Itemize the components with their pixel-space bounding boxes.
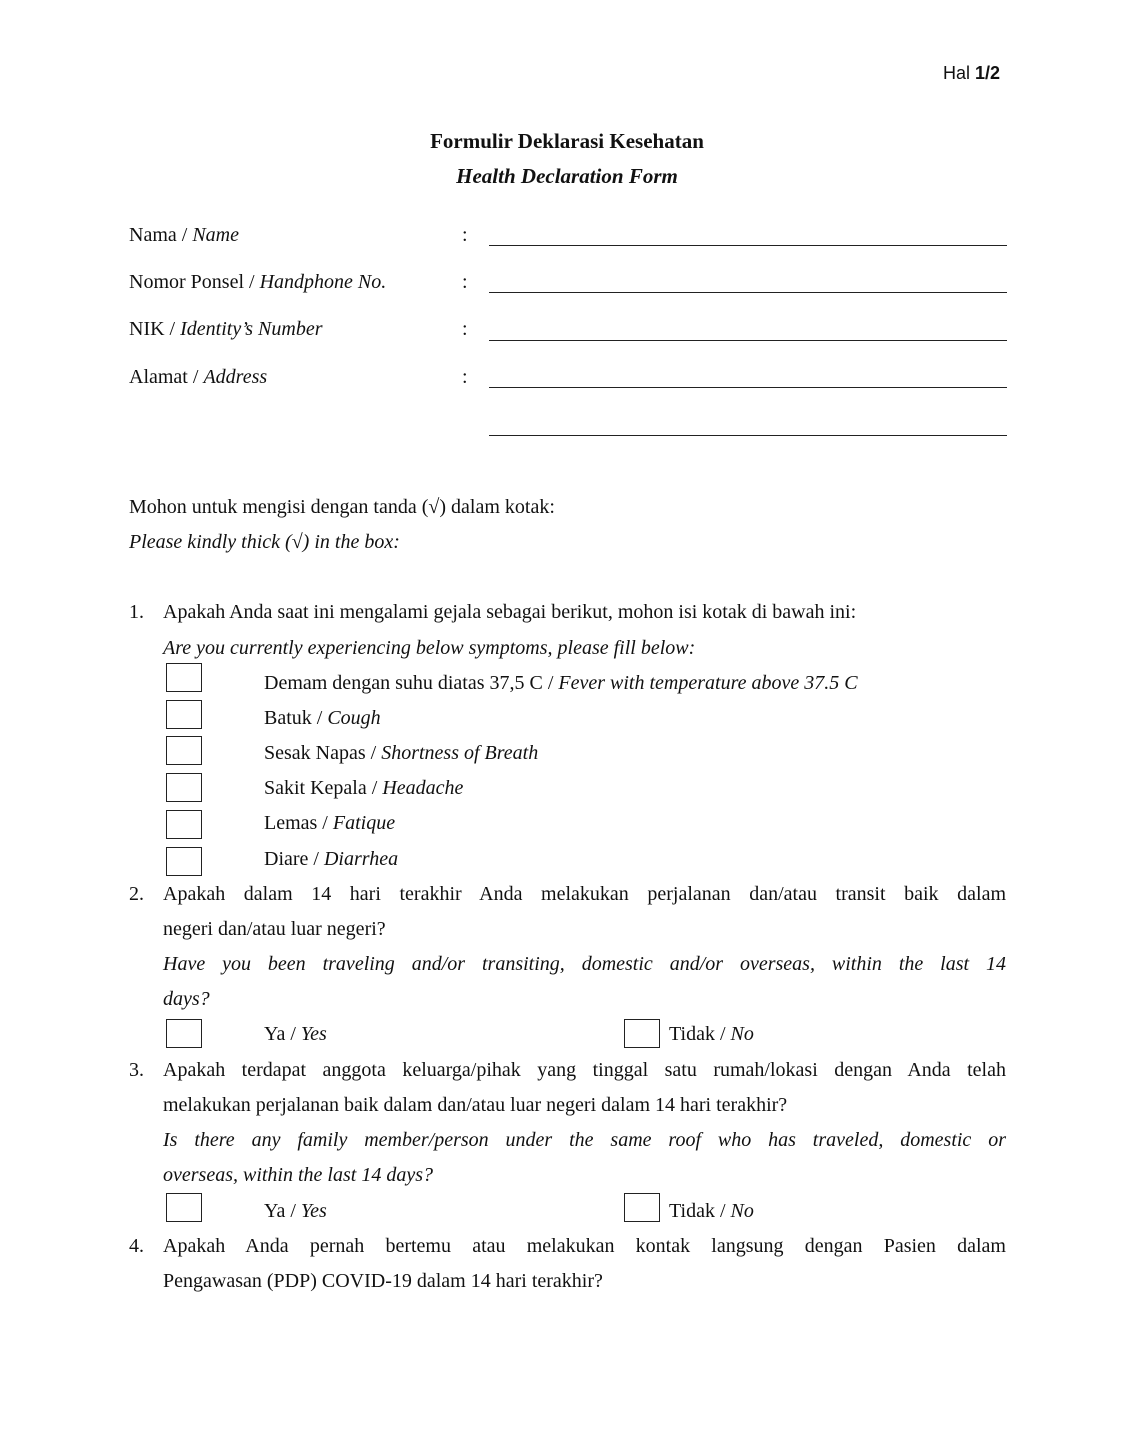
symptom-id: Sesak Napas / [264,742,382,764]
option-en: Yes [300,1023,327,1045]
option-id: Ya / [264,1023,301,1045]
form-title: Formulir Deklarasi Kesehatan [430,129,704,153]
q1-text-en: Are you currently experiencing below symptoms, please fill below: [163,637,696,659]
address-input-line-1[interactable] [489,387,1007,388]
symptom-en: Shortness of Breath [381,742,539,764]
label-en: Identity’s Number [180,318,323,340]
symptom-diarrhea [264,848,398,871]
symptom-en: Cough [327,707,381,729]
field-colon: : [462,271,468,293]
symptom-en: Headache [382,777,464,799]
checkbox-fever[interactable] [166,663,202,692]
symptom-shortness-of-breath [264,742,538,765]
checkbox-diarrhea[interactable] [166,847,202,876]
page-number-prefix: Hal [943,63,976,83]
q3-yes-checkbox[interactable] [166,1193,202,1222]
checkbox-cough[interactable] [166,700,202,729]
option-id: Ya / [264,1200,301,1222]
q2-no-label [669,1023,754,1046]
name-input-line[interactable] [489,245,1007,246]
field-address-label [129,366,267,389]
q4-text-line-1: Apakah Anda pernah bertemu atau melakukan kontak langsung dengan Pasien dalam [163,1235,1006,1257]
symptom-headache [264,777,463,800]
field-colon: : [462,318,468,340]
nik-input-line[interactable] [489,340,1007,341]
page-number [943,63,1000,84]
q3-number: 3. [129,1059,144,1081]
field-colon: : [462,366,468,388]
label-id: NIK / [129,318,181,340]
q1-text: Apakah Anda saat ini mengalami gejala sebagai berikut, mohon isi kotak di bawah ini: [163,601,857,623]
q2-number: 2. [129,883,144,905]
q3-text-line-2: melakukan perjalanan baik dalam dan/atau luar negeri dalam 14 hari terakhir? [163,1094,788,1116]
q2-text-en-line-1: Have you been traveling and/or transiting, domestic and/or overseas, within the last 14 [163,953,1006,975]
q2-no-checkbox[interactable] [624,1019,660,1048]
q2-yes-label [264,1023,327,1046]
q3-text-en-line-2: overseas, within the last 14 days? [163,1164,433,1186]
symptom-en: Fatique [332,812,396,834]
q2-text-line-2: negeri dan/atau luar negeri? [163,918,386,940]
q3-no-checkbox[interactable] [624,1193,660,1222]
instructions-en: Please kindly thick (√) in the box: [129,531,400,553]
option-en: No [730,1023,754,1045]
symptom-cough [264,707,381,730]
option-en: No [730,1200,754,1222]
q4-text-line-2: Pengawasan (PDP) COVID-19 dalam 14 hari terakhir? [163,1270,603,1292]
label-id: Nama / [129,224,193,246]
label-en: Name [192,224,239,246]
symptom-fatigue [264,812,395,835]
phone-input-line[interactable] [489,292,1007,293]
form-subtitle: Health Declaration Form [456,164,678,188]
checkbox-shortness-of-breath[interactable] [166,736,202,765]
label-id: Nomor Ponsel / [129,271,260,293]
symptom-id: Lemas / [264,812,333,834]
q3-no-label [669,1200,754,1223]
instructions-id: Mohon untuk mengisi dengan tanda (√) dalam kotak: [129,496,555,518]
symptom-id: Demam dengan suhu diatas 37,5 C / [264,672,559,694]
field-name-label [129,224,239,247]
symptom-id: Batuk / [264,707,328,729]
q1-number: 1. [129,601,144,623]
label-en: Handphone No. [259,271,387,293]
field-phone-label [129,271,386,294]
option-id: Tidak / [669,1023,731,1045]
symptom-en: Fever with temperature above 37.5 C [558,672,858,694]
address-input-line-2[interactable] [489,435,1007,436]
label-en: Address [203,366,268,388]
q4-number: 4. [129,1235,144,1257]
q2-yes-checkbox[interactable] [166,1019,202,1048]
q3-yes-label [264,1200,327,1223]
q3-text-en-line-1: Is there any family member/person under the same roof who has traveled, domestic or [163,1129,1006,1151]
label-id: Alamat / [129,366,204,388]
field-colon: : [462,224,468,246]
option-en: Yes [300,1200,327,1222]
q2-text-en-line-2: days? [163,988,210,1010]
symptom-id: Sakit Kepala / [264,777,383,799]
page-number-value: 1/2 [975,63,1001,83]
option-id: Tidak / [669,1200,731,1222]
field-nik-label [129,318,323,341]
q3-text-line-1: Apakah terdapat anggota keluarga/pihak yang tinggal satu rumah/lokasi dengan Anda telah [163,1059,1006,1081]
symptom-en: Diarrhea [323,848,399,870]
q2-text-line-1: Apakah dalam 14 hari terakhir Anda melakukan perjalanan dan/atau transit baik dalam [163,883,1006,905]
symptom-id: Diare / [264,848,324,870]
checkbox-headache[interactable] [166,773,202,802]
checkbox-fatigue[interactable] [166,810,202,839]
symptom-fever [264,672,858,695]
